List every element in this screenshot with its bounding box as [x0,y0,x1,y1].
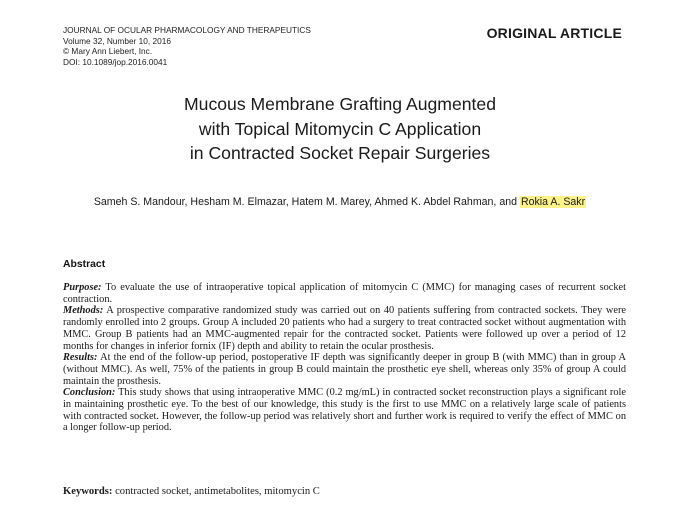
section-text: At the end of the follow-up period, postoperative IF depth was significantly deeper in group B (with MMC) than in group A (without MMC). As well, 75% of the patients in group B could maintain the prosthetic eye shell, whereas only 35% of group A could maintain the prosthesis. [63,352,626,387]
section-label: Conclusion: [63,387,116,399]
section-label: Purpose: [63,282,102,293]
article-type-label: ORIGINAL ARTICLE [486,25,622,41]
title-line: in Contracted Socket Repair Surgeries [189,143,491,163]
section-text: A prospective comparative randomized study was carried out on 40 patients suffering from contracted sockets. They were randomly enrolled into 2 groups. Group A included 20 patients who had a surgery to treat contracted socket without augmentation with MMC. Group B patients had an MMC-augmented repair for the contracted socket. Patients were followed up over a period of 12 months for changes in inferior fornix (IF) depth and ability to retain the ocular prosthesis. [63,305,627,352]
authors-text: Sameh S. Mandour, Hesham M. Elmazar, Hatem M. Marey, Ahmed K. Abdel Rahman, and [93,196,520,208]
author-list [0,195,680,209]
title-line: Mucous Membrane Grafting Augmented [184,94,496,114]
abstract-heading: Abstract [63,259,106,270]
journal-name: JOURNAL OF OCULAR PHARMACOLOGY AND THERAPEUTICS [63,25,311,35]
abstract-conclusion [63,387,626,434]
abstract-results [63,352,626,387]
abstract-body [63,282,626,434]
section-label: Results: [63,352,98,364]
journal-volume: Volume 32, Number 10, 2016 [63,35,171,46]
abstract-purpose [63,282,626,305]
abstract-methods [63,305,626,352]
highlighted-author: Rokia A. Sakr [520,196,586,208]
keywords-line [63,486,626,498]
journal-copyright: © Mary Ann Liebert, Inc. [63,46,153,57]
journal-doi: DOI: 10.1089/jop.2016.0041 [63,56,168,67]
section-text: This study shows that using intraoperative MMC (0.2 mg/mL) in contracted socket reconstruction plays a significant role in maintaining prosthetic eye. To the best of our knowledge, this study is the first to use MMC on a relatively large scale of patients with contracted socket. However, the follow-up period was relatively short and further work is required to verify the effect of MMC on a longer follow-up period. [63,387,626,434]
paper-title [0,92,680,166]
journal-header [63,25,311,67]
keywords-label: Keywords: [63,486,113,497]
title-line: with Topical Mitomycin C Application [198,118,482,139]
section-label: Methods: [63,305,104,317]
section-text: To evaluate the use of intraoperative topical application of mitomycin C (MMC) for managing cases of recurrent socket contraction. [63,282,626,305]
keywords-text: contracted socket, antimetabolites, mitomycin C [115,486,320,497]
